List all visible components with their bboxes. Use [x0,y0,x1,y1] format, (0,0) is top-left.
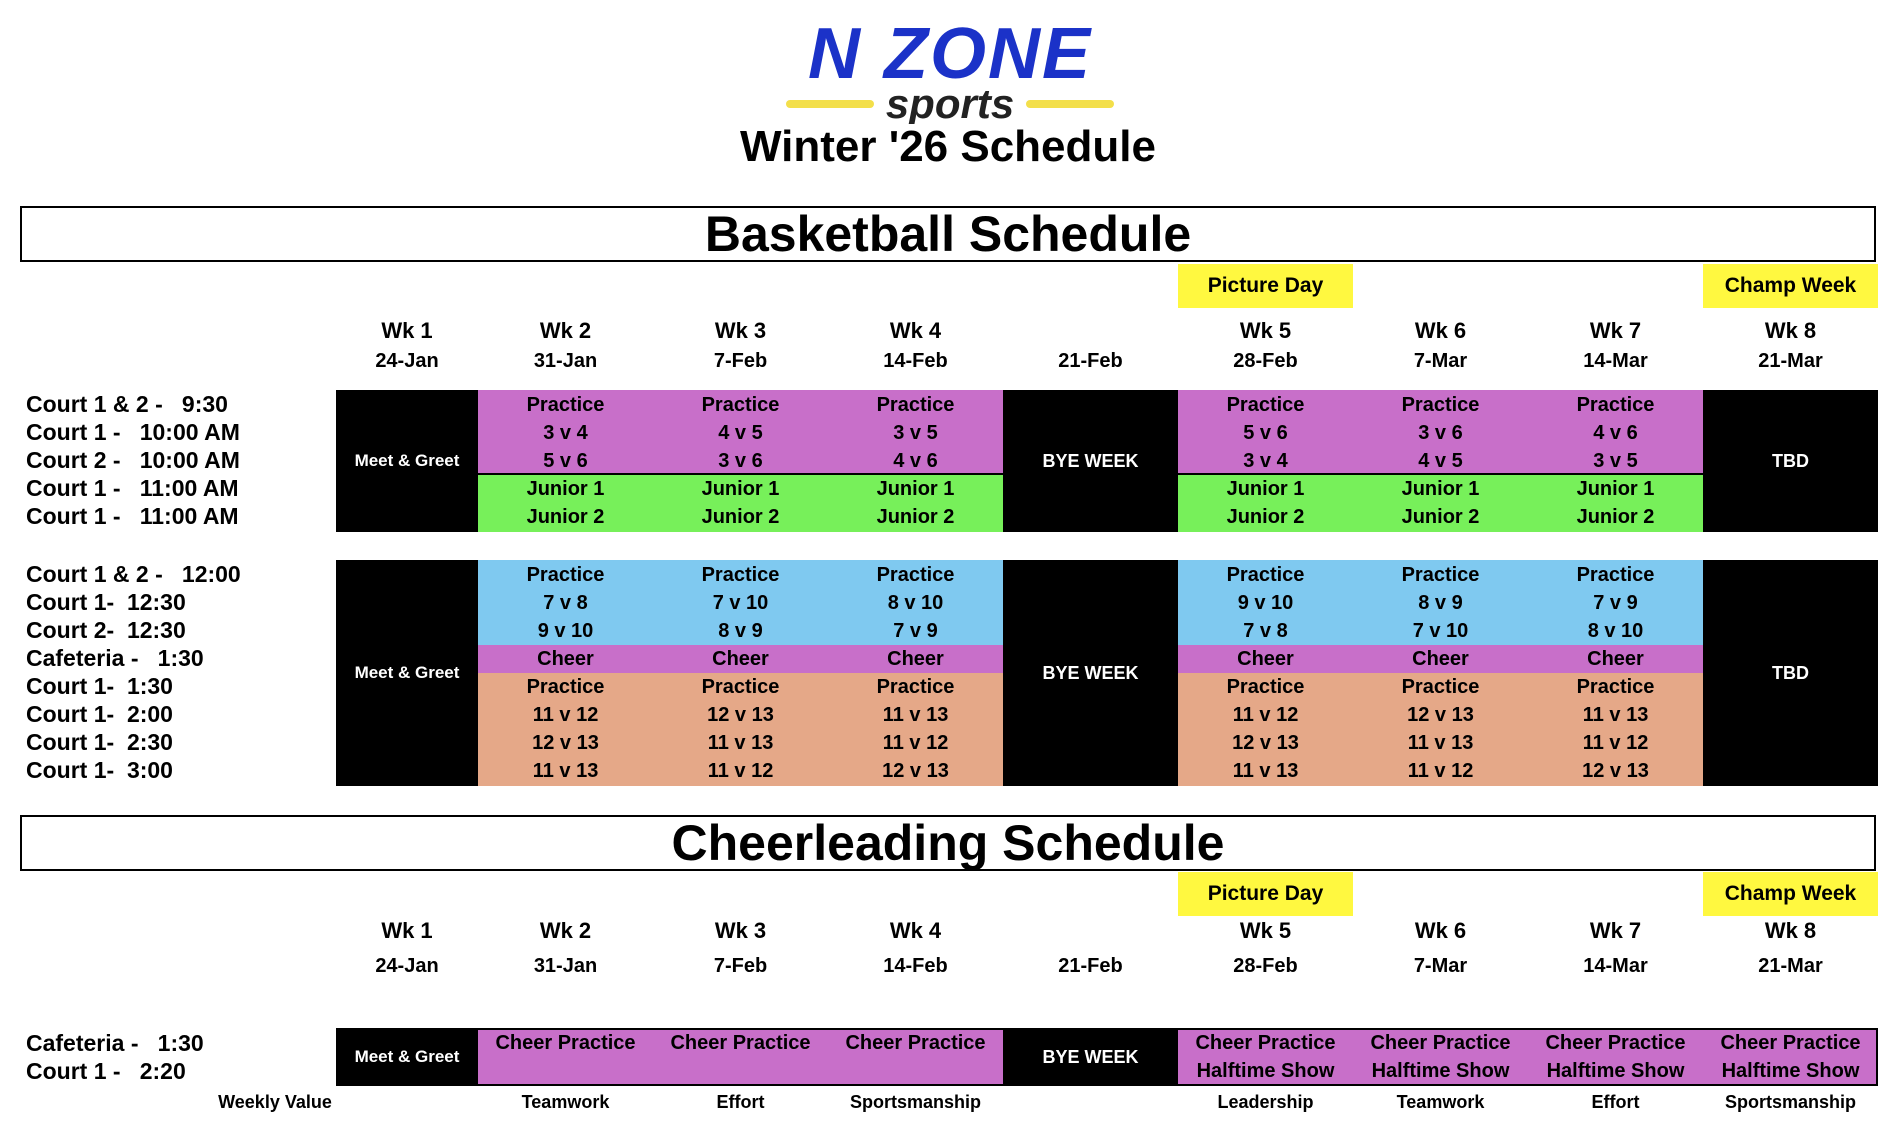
time-slot-label: Cafeteria - 1:30 [26,645,204,671]
champ-week-banner: Champ Week [1703,872,1878,916]
cheer-practice-cell [1353,1028,1528,1086]
junior-block [828,475,1003,532]
champ-week-banner: Champ Week [1703,264,1878,308]
week-label: Wk 1 [381,918,433,943]
schedule-entry: Junior 2 [526,506,605,528]
schedule-entry: 9 v 10 [1237,592,1294,614]
schedule-entry: Junior 1 [876,478,955,500]
game-block [478,560,653,645]
cheer-title: Cheerleading Schedule [20,815,1876,871]
weekly-value: Leadership [1217,1092,1314,1112]
schedule-entry: Junior 1 [1226,478,1305,500]
schedule-entry: 11 v 12 [707,760,774,782]
schedule-entry: Practice [1576,394,1655,416]
logo-right-bar [1026,100,1114,108]
weekly-value: Sportsmanship [1724,1092,1857,1112]
schedule-entry: 8 v 10 [1587,620,1644,642]
logo-sub: sports [885,80,1015,124]
game-block [1528,560,1703,645]
junior-block [1178,475,1353,532]
schedule-entry: Junior 1 [1401,478,1480,500]
schedule-entry: 4 v 5 [718,422,763,444]
schedule-entry: Practice [1401,676,1480,698]
junior-block [478,475,653,532]
cheer-practice-cell [1178,1028,1353,1086]
week-date: 7-Feb [713,350,768,372]
practice-block [1528,390,1703,475]
practice-block [478,390,653,475]
schedule-entry: 12 v 13 [532,732,599,754]
time-slot-label: Court 1 - 11:00 AM [26,475,239,501]
time-slot-label: Court 2 - 10:00 AM [26,447,240,473]
schedule-entry: Cheer Practice [1545,1032,1686,1054]
game-block [1528,673,1703,786]
schedule-entry: 7 v 10 [712,592,769,614]
week-label: Wk 2 [539,318,592,343]
week-label: Wk 5 [1239,318,1292,343]
week-label: Wk 1 [381,318,433,343]
schedule-entry: 11 v 13 [707,732,774,754]
weekly-value: Effort [1591,1092,1640,1112]
schedule-entry: Practice [701,676,780,698]
week-date: 21-Feb [1058,955,1123,977]
schedule-entry: Halftime Show [1196,1060,1335,1082]
game-block [1353,560,1528,645]
week-label: Wk 4 [889,918,942,943]
cheer-block [478,645,653,673]
week-date: 7-Mar [1413,350,1468,372]
page-title: Winter '26 Schedule [740,122,1156,171]
schedule-entry: 7 v 8 [1243,620,1288,642]
game-block [1353,673,1528,786]
schedule-entry: 12 v 13 [1582,760,1649,782]
cheer-block [653,645,828,673]
time-slot-label: Court 1 - 11:00 AM [26,503,239,529]
week-label: Wk 7 [1589,918,1642,943]
time-slot-label: Court 1- 1:30 [26,673,173,699]
week-label: Wk 5 [1239,918,1292,943]
tbd-cell: TBD [1703,390,1878,532]
schedule-entry: 5 v 6 [1243,422,1288,444]
week-date: 31-Jan [533,955,598,977]
schedule-entry: 3 v 6 [718,450,763,472]
time-slot-label: Court 1- 3:00 [26,757,173,783]
schedule-entry: Halftime Show [1721,1060,1860,1082]
meet-greet-cell: Meet & Greet [336,560,478,786]
schedule-entry: Practice [876,394,955,416]
schedule-entry: Practice [701,564,780,586]
schedule-entry: Halftime Show [1371,1060,1510,1082]
cheer-practice-cell [1528,1028,1703,1086]
game-block [828,673,1003,786]
schedule-entry: 11 v 13 [532,760,599,782]
schedule-entry: Cheer [1237,648,1294,670]
junior-block [653,475,828,532]
schedule-entry: Cheer [1412,648,1469,670]
schedule-entry: 11 v 12 [1407,760,1474,782]
practice-block [828,390,1003,475]
schedule-entry: Junior 1 [1576,478,1655,500]
game-block [653,560,828,645]
week-label: Wk 6 [1414,918,1467,943]
week-date: 14-Mar [1583,350,1648,372]
time-slot-label: Court 1- 2:30 [26,729,173,755]
cheer-practice-cell [478,1028,653,1086]
week-label: Wk 7 [1589,318,1642,343]
schedule-entry: 3 v 6 [1418,422,1463,444]
schedule-entry: 11 v 13 [1232,760,1299,782]
schedule-entry: 11 v 13 [1582,704,1649,726]
schedule-entry: Junior 2 [1226,506,1305,528]
schedule-entry: Cheer [712,648,769,670]
time-slot-label: Court 1 & 2 - 9:30 [26,391,228,417]
schedule-entry: Junior 2 [701,506,780,528]
junior-block [1353,475,1528,532]
schedule-entry: 7 v 8 [543,592,588,614]
schedule-entry: Junior 1 [701,478,780,500]
time-slot-label: Court 1 - 2:20 [26,1058,186,1084]
cheer-block [1178,645,1353,673]
week-label: Wk 8 [1764,318,1817,343]
schedule-entry: 7 v 9 [1593,592,1638,614]
schedule-entry: Practice [1226,564,1305,586]
schedule-entry: 8 v 9 [1418,592,1463,614]
cheer-practice-cell [653,1028,828,1086]
logo-left-bar [786,100,874,108]
schedule-entry: Cheer Practice [495,1032,636,1054]
bye-week-cell: BYE WEEK [1003,390,1178,532]
schedule-entry: 3 v 4 [543,422,588,444]
schedule-entry: 9 v 10 [537,620,594,642]
schedule-entry: 11 v 12 [882,732,949,754]
week-label: Wk 6 [1414,318,1467,343]
week-label: Wk 3 [714,318,767,343]
schedule-entry: 8 v 10 [887,592,944,614]
cheer-block [1528,645,1703,673]
game-block [1178,560,1353,645]
schedule-entry: Junior 2 [1576,506,1655,528]
nzone-logo [780,14,1120,124]
game-block [478,673,653,786]
time-slot-label: Court 1 & 2 - 12:00 [26,561,241,587]
bye-week-cell: BYE WEEK [1003,1028,1178,1086]
meet-greet-cell: Meet & Greet [336,1028,478,1086]
schedule-entry: 12 v 13 [882,760,949,782]
basketball-title: Basketball Schedule [20,206,1876,262]
schedule-entry: 4 v 6 [1593,422,1638,444]
week-date: 7-Feb [713,955,768,977]
tbd-cell: TBD [1703,560,1878,786]
schedule-entry: Practice [1401,564,1480,586]
schedule-entry: 3 v 5 [893,422,938,444]
week-date: 24-Jan [375,955,439,977]
cheer-block [828,645,1003,673]
meet-greet-cell: Meet & Greet [336,390,478,532]
schedule-entry: 4 v 5 [1418,450,1463,472]
schedule-entry: Practice [1226,394,1305,416]
schedule-entry: Practice [876,676,955,698]
schedule-entry: Junior 2 [876,506,955,528]
week-label: Wk 8 [1764,918,1817,943]
bye-week-cell: BYE WEEK [1003,560,1178,786]
schedule-entry: 4 v 6 [893,450,938,472]
schedule-entry: 12 v 13 [707,704,774,726]
game-block [828,560,1003,645]
schedule-entry: Practice [526,394,605,416]
weekly-value: Effort [716,1092,765,1112]
schedule-entry: Halftime Show [1546,1060,1685,1082]
weekly-value: Teamwork [521,1092,610,1112]
picture-day-banner: Picture Day [1178,872,1353,916]
weekly-value: Teamwork [1396,1092,1485,1112]
schedule-entry: Practice [1576,676,1655,698]
schedule-entry: Junior 2 [1401,506,1480,528]
picture-day-banner: Picture Day [1178,264,1353,308]
game-block [1178,673,1353,786]
schedule-entry: Practice [526,564,605,586]
schedule-entry: Practice [1401,394,1480,416]
schedule-entry: 11 v 12 [1232,704,1299,726]
schedule-entry: Cheer [1587,648,1644,670]
schedule-entry: Cheer [887,648,944,670]
time-slot-label: Cafeteria - 1:30 [26,1030,204,1056]
schedule-entry: Practice [1226,676,1305,698]
schedule-entry: Practice [1576,564,1655,586]
practice-block [653,390,828,475]
schedule-entry: Cheer Practice [1370,1032,1511,1054]
schedule-entry: Junior 1 [526,478,605,500]
time-slot-label: Court 1 - 10:00 AM [26,419,240,445]
cheer-practice-cell [1703,1028,1878,1086]
schedule-entry: Cheer Practice [1720,1032,1861,1054]
schedule-entry: Practice [526,676,605,698]
schedule-entry: 12 v 13 [1407,704,1474,726]
schedule-entry: Practice [876,564,955,586]
schedule-entry: 7 v 9 [893,620,938,642]
schedule-entry: 5 v 6 [543,450,588,472]
schedule-entry: Practice [701,394,780,416]
weekly-value: Sportsmanship [849,1092,982,1112]
week-date: 28-Feb [1233,955,1298,977]
logo-graphic [780,14,1120,124]
week-date: 7-Mar [1413,955,1468,977]
week-date: 14-Mar [1583,955,1648,977]
week-date: 21-Mar [1758,350,1823,372]
cheer-block [1353,645,1528,673]
schedule-entry: 12 v 13 [1232,732,1299,754]
logo-brand: N ZONE [807,14,1093,94]
schedule-entry: 3 v 4 [1243,450,1288,472]
week-date: 24-Jan [375,350,439,372]
time-slot-label: Court 1- 12:30 [26,589,186,615]
week-date: 14-Feb [883,955,948,977]
weekly-value-label: Weekly Value [218,1092,332,1112]
time-slot-label: Court 2- 12:30 [26,617,186,643]
schedule-entry: Cheer Practice [670,1032,811,1054]
week-date: 28-Feb [1233,350,1298,372]
schedule-entry: 8 v 9 [718,620,763,642]
schedule-entry: 3 v 5 [1593,450,1638,472]
time-slot-label: Court 1- 2:00 [26,701,173,727]
week-label: Wk 2 [539,918,592,943]
cheer-practice-cell [828,1028,1003,1086]
game-block [653,673,828,786]
practice-block [1178,390,1353,475]
schedule-entry: Cheer Practice [845,1032,986,1054]
week-date: 21-Mar [1758,955,1823,977]
junior-block [1528,475,1703,532]
practice-block [1353,390,1528,475]
schedule-entry: 11 v 12 [532,704,599,726]
week-label: Wk 3 [714,918,767,943]
week-date: 31-Jan [533,350,598,372]
schedule-entry: Cheer [537,648,594,670]
schedule-entry: 11 v 12 [1582,732,1649,754]
schedule-entry: 11 v 13 [882,704,949,726]
schedule-entry: 11 v 13 [1407,732,1474,754]
week-date: 14-Feb [883,350,948,372]
schedule-entry: Cheer Practice [1195,1032,1336,1054]
week-label: Wk 4 [889,318,942,343]
schedule-entry: 7 v 10 [1412,620,1469,642]
week-date: 21-Feb [1058,350,1123,372]
